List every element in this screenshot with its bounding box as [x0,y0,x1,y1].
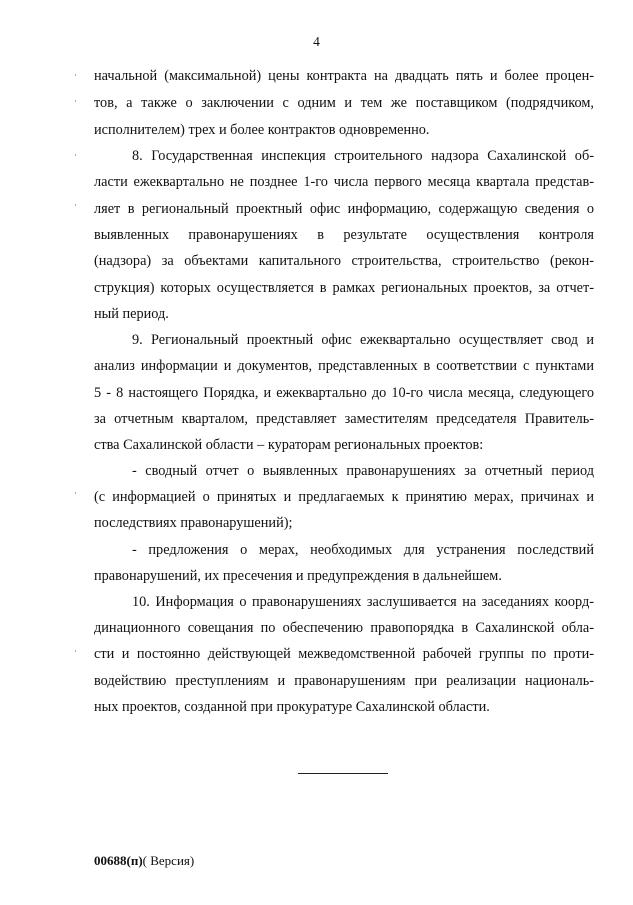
text-line: динационного совещания по обеспечению правопорядка в Сахалинской обла- [94,620,594,636]
scan-mark: · [74,646,77,656]
text-line: 10. Информация о правонарушениях заслушивается на заседаниях коорд- [132,594,594,610]
text-line: 5 - 8 настоящего Порядка, и ежеквартально до 10-го числа месяца, следующего [94,385,594,401]
page-number: 4 [313,34,320,49]
text-line: 9. Региональный проектный офис ежеквартально осуществляет свод и [132,332,594,348]
document-version: ( Версия) [142,853,195,868]
text-line: выявленных правонарушениях в результате осуществления контроля [94,227,594,243]
text-line: 8. Государственная инспекция строительного надзора Сахалинской об- [132,148,594,164]
scan-mark: · [74,96,77,106]
text-line: анализ информации и документов, представленных в соответствии с пунктами [94,358,594,374]
scan-mark: · [74,70,77,80]
text-line: последствиях правонарушений); [94,515,293,531]
text-line: струкция) которых осуществляется в рамках региональных проектов, за отчет- [94,280,594,296]
text-line: тов, а также о заключении с одним и тем же поставщиком (подрядчиком, [94,95,594,111]
scan-mark: · [74,488,77,498]
document-code-number: 00688(п) [94,853,143,868]
text-line: (надзора) за объектами капитального строительства, строительство (рекон- [94,253,594,269]
scan-mark: · [74,200,77,210]
text-line: исполнителем) трех и более контрактов одновременно. [94,122,430,138]
text-line: - сводный отчет о выявленных правонарушениях за отчетный период [132,463,594,479]
text-line: водействию преступлениям и правонарушениям при реализации националь- [94,673,594,689]
text-line: правонарушений, их пресечения и предупреждения в дальнейшем. [94,568,502,584]
text-line: ляет в региональный проектный офис информацию, содержащую сведения о [94,201,594,217]
end-divider [298,773,388,774]
text-line: - предложения о мерах, необходимых для устранения последствий [132,542,594,558]
text-line: (с информацией о принятых и предлагаемых к принятию мерах, причинах и [94,489,594,505]
text-line: ный период. [94,306,169,322]
document-code [94,853,194,869]
text-line: ласти ежеквартально не позднее 1-го числа первого месяца квартала представ- [94,174,594,190]
text-line: ства Сахалинской области – кураторам региональных проектов: [94,437,484,453]
text-line: начальной (максимальной) цены контракта на двадцать пять и более процен- [94,68,594,84]
scan-mark: · [74,150,77,160]
text-line: ных проектов, созданной при прокуратуре Сахалинской области. [94,699,490,715]
text-line: за отчетным кварталом, представляет заместителям председателя Правитель- [94,411,594,427]
text-line: сти и постоянно действующей межведомственной рабочей группы по проти- [94,646,594,662]
